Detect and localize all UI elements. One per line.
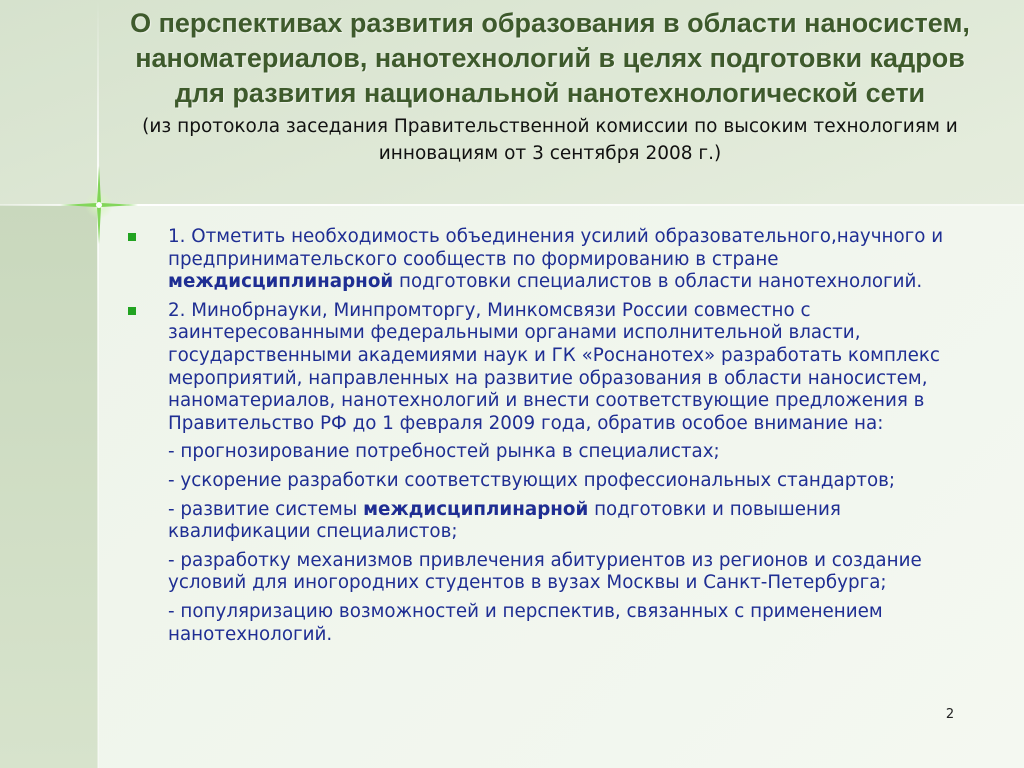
list-item-text: 1. Отметить необходимость объединения усилий образовательного,научного и предпринимательского сообществ по формированию в стране [168, 226, 944, 270]
square-bullet-icon [128, 307, 136, 315]
horizontal-divider [0, 204, 1024, 206]
sub-item-text: - развитие системы [168, 498, 364, 520]
sub-item-4: - разработку механизмов привлечения абитуриентов из регионов и создание условий для иногородних студентов в вузах Москвы и Санкт-Петербурга; [168, 549, 922, 594]
list-item-text: 2. Минобрнауки, Минпромторгу, Минкомсвязи России совместно с заинтересованными федеральными органами исполнительной власти, государственными академиями наук и ГК «Роснанотех» разработать комплекс мероприятий, направленных на развитие образования в области наносистем, наноматериалов, нанотехнологий и внести соответствующие предложения в Правительство РФ до 1 февраля 2009 года, обратив особое внимание на: [168, 299, 940, 434]
vertical-divider [97, 0, 99, 768]
list-item-2 [128, 300, 968, 436]
sub-item-text: подготовки и повышения квалификации специалистов; [168, 498, 841, 543]
list-item-text: подготовки специалистов в области нанотехнологий. [393, 271, 923, 293]
left-decor-band [0, 205, 98, 768]
list-item-1 [128, 226, 968, 294]
page-subtitle: (из протокола заседания Правительственной комиссии по высоким технологиям и инновациям от 3 сентября 2008 г.) [142, 116, 958, 164]
square-bullet-icon [128, 233, 136, 241]
sub-item-3 [128, 499, 968, 544]
emphasis-text: междисциплинарной [363, 498, 589, 520]
slide-body [128, 226, 968, 652]
page-number: 2 [945, 707, 955, 722]
sub-item-2: - ускорение разработки соответствующих профессиональных стандартов; [168, 469, 896, 491]
emphasis-text: междисциплинарной [168, 271, 394, 293]
sub-item-1: - прогнозирование потребностей рынка в специалистах; [168, 441, 720, 463]
title-block [110, 6, 990, 167]
sub-item-5: - популяризацию возможностей и перспектив, связанных с применением нанотехнологий. [168, 600, 883, 645]
page-title: О перспективах развития образования в области наносистем, наноматериалов, нанотехнологий в целях подготовки кадров для развития национальной нанотехнологической сети [130, 8, 970, 108]
